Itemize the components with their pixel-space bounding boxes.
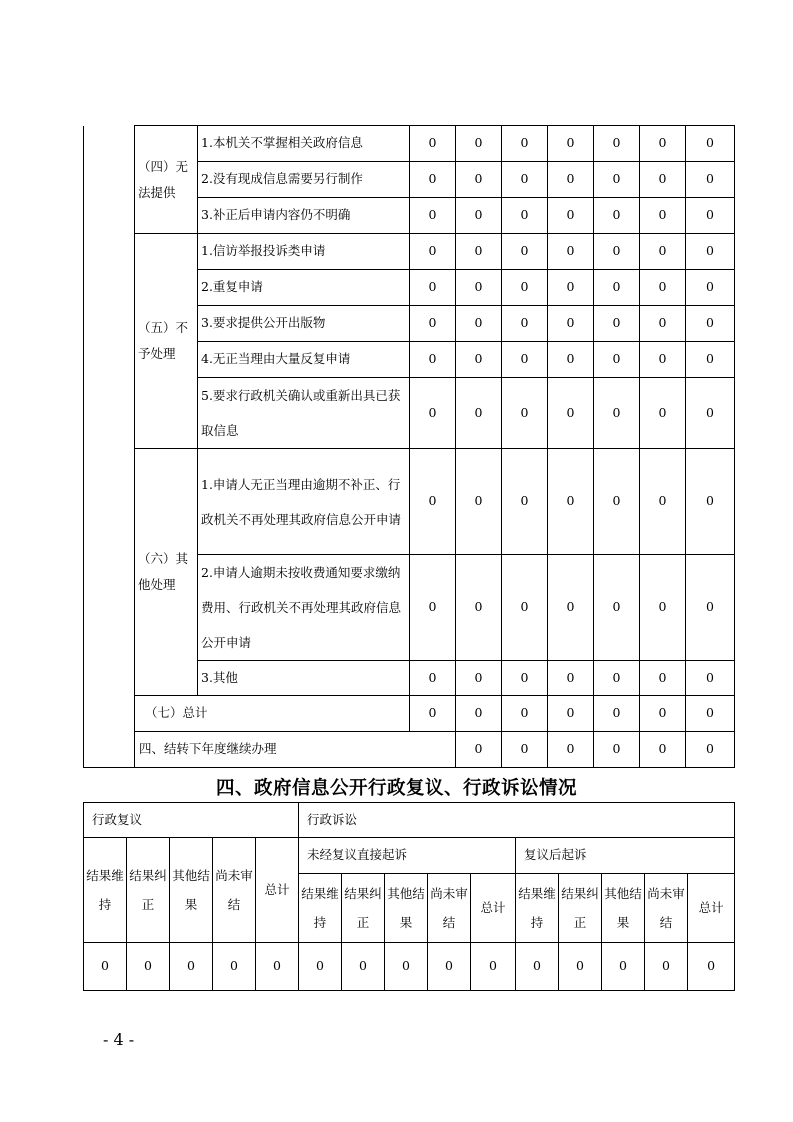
after-review-value: 0: [602, 943, 645, 991]
after-review-value: 0: [688, 943, 735, 991]
value-cell: 0: [456, 198, 502, 234]
value-cell: 0: [410, 449, 456, 555]
value-cell: 0: [594, 696, 640, 732]
review-col-other: 其他结果: [170, 838, 213, 943]
value-cell: 0: [640, 342, 686, 378]
item-label: 3.其他: [198, 661, 410, 696]
item-label: 2.重复申请: [198, 270, 410, 306]
value-cell: 0: [410, 661, 456, 696]
value-cell: 0: [640, 732, 686, 768]
value-cell: 0: [548, 342, 594, 378]
direct-value: 0: [428, 943, 471, 991]
value-cell: 0: [502, 234, 548, 270]
value-cell: 0: [502, 555, 548, 661]
item-label: 1.申请人无正当理由逾期不补正、行政机关不再处理其政府信息公开申请: [198, 449, 410, 555]
value-cell: 0: [548, 234, 594, 270]
value-cell: 0: [548, 555, 594, 661]
value-cell: 0: [502, 342, 548, 378]
value-cell: 0: [502, 378, 548, 449]
page-number: - 4 -: [103, 1030, 135, 1049]
value-cell: 0: [594, 732, 640, 768]
value-cell: 0: [410, 306, 456, 342]
direct-value: 0: [299, 943, 342, 991]
value-cell: 0: [456, 661, 502, 696]
review-value: 0: [84, 943, 127, 991]
item-label: 2.申请人逾期未按收费通知要求缴纳费用、行政机关不再处理其政府信息公开申请: [198, 555, 410, 661]
value-cell: 0: [456, 342, 502, 378]
value-cell: 0: [548, 378, 594, 449]
value-cell: 0: [594, 449, 640, 555]
value-cell: 0: [686, 306, 735, 342]
value-cell: 0: [456, 555, 502, 661]
value-cell: 0: [640, 162, 686, 198]
review-value: 0: [213, 943, 256, 991]
value-cell: 0: [686, 126, 735, 162]
after-review-col-total: 总计: [688, 874, 735, 943]
review-col-uphold: 结果维持: [84, 838, 127, 943]
value-cell: 0: [410, 696, 456, 732]
value-cell: 0: [594, 306, 640, 342]
value-cell: 0: [548, 661, 594, 696]
value-cell: 0: [502, 198, 548, 234]
value-cell: 0: [548, 696, 594, 732]
value-cell: 0: [640, 449, 686, 555]
value-cell: 0: [686, 234, 735, 270]
review-value: 0: [127, 943, 170, 991]
value-cell: 0: [640, 126, 686, 162]
value-cell: 0: [410, 198, 456, 234]
value-cell: 0: [410, 378, 456, 449]
value-cell: 0: [548, 449, 594, 555]
after-review-value: 0: [516, 943, 559, 991]
application-handling-table: [83, 125, 735, 768]
value-cell: 0: [502, 306, 548, 342]
after-review-col-uphold: 结果维持: [516, 874, 559, 943]
direct-col-total: 总计: [471, 874, 516, 943]
value-cell: 0: [410, 270, 456, 306]
value-cell: 0: [594, 162, 640, 198]
review-litigation-table: [83, 802, 735, 991]
value-cell: 0: [456, 378, 502, 449]
item-label: 1.本机关不掌握相关政府信息: [198, 126, 410, 162]
value-cell: 0: [502, 732, 548, 768]
value-cell: 0: [686, 732, 735, 768]
item-label: 3.要求提供公开出版物: [198, 306, 410, 342]
value-cell: 0: [502, 696, 548, 732]
direct-value: 0: [342, 943, 385, 991]
item-label: 5.要求行政机关确认或重新出具已获取信息: [198, 378, 410, 449]
total-label: （七）总计: [135, 696, 410, 732]
value-cell: 0: [594, 126, 640, 162]
value-cell: 0: [686, 270, 735, 306]
value-cell: 0: [640, 696, 686, 732]
review-col-correct: 结果纠正: [127, 838, 170, 943]
value-cell: 0: [548, 732, 594, 768]
after-review-col-other: 其他结果: [602, 874, 645, 943]
direct-col-other: 其他结果: [385, 874, 428, 943]
after-review-value: 0: [559, 943, 602, 991]
value-cell: 0: [686, 661, 735, 696]
carry-over-label: 四、结转下年度继续办理: [135, 732, 456, 768]
direct-suit-header: 未经复议直接起诉: [299, 838, 516, 874]
value-cell: 0: [456, 162, 502, 198]
value-cell: 0: [502, 162, 548, 198]
value-cell: 0: [594, 378, 640, 449]
value-cell: 0: [594, 342, 640, 378]
direct-col-pending: 尚未审结: [428, 874, 471, 943]
value-cell: 0: [548, 162, 594, 198]
value-cell: 0: [502, 449, 548, 555]
value-cell: 0: [640, 306, 686, 342]
item-label: 3.补正后申请内容仍不明确: [198, 198, 410, 234]
value-cell: 0: [410, 555, 456, 661]
value-cell: 0: [548, 126, 594, 162]
after-review-col-pending: 尚未审结: [645, 874, 688, 943]
litigation-header: 行政诉讼: [299, 803, 735, 838]
value-cell: 0: [640, 555, 686, 661]
after-review-col-correct: 结果纠正: [559, 874, 602, 943]
section-title: 四、政府信息公开行政复议、行政诉讼情况: [215, 778, 577, 799]
category-label: （五）不予处理: [135, 234, 198, 449]
value-cell: 0: [594, 270, 640, 306]
value-cell: 0: [410, 342, 456, 378]
value-cell: 0: [456, 449, 502, 555]
value-cell: 0: [686, 378, 735, 449]
value-cell: 0: [686, 342, 735, 378]
category-label: （四）无法提供: [135, 126, 198, 234]
item-label: 4.无正当理由大量反复申请: [198, 342, 410, 378]
item-label: 2.没有现成信息需要另行制作: [198, 162, 410, 198]
direct-col-uphold: 结果维持: [299, 874, 342, 943]
value-cell: 0: [410, 126, 456, 162]
value-cell: 0: [594, 234, 640, 270]
value-cell: 0: [548, 198, 594, 234]
review-col-pending: 尚未审结: [213, 838, 256, 943]
value-cell: 0: [594, 661, 640, 696]
value-cell: 0: [456, 234, 502, 270]
value-cell: 0: [456, 126, 502, 162]
value-cell: 0: [456, 270, 502, 306]
value-cell: 0: [502, 126, 548, 162]
indent-column: [84, 126, 135, 768]
direct-value: 0: [385, 943, 428, 991]
value-cell: 0: [410, 162, 456, 198]
category-label: （六）其他处理: [135, 449, 198, 696]
review-col-total: 总计: [256, 838, 299, 943]
value-cell: 0: [594, 555, 640, 661]
value-cell: 0: [640, 378, 686, 449]
value-cell: 0: [456, 732, 502, 768]
after-review-value: 0: [645, 943, 688, 991]
value-cell: 0: [686, 198, 735, 234]
review-value: 0: [256, 943, 299, 991]
value-cell: 0: [686, 162, 735, 198]
value-cell: 0: [686, 449, 735, 555]
value-cell: 0: [502, 661, 548, 696]
direct-value: 0: [471, 943, 516, 991]
review-header: 行政复议: [84, 803, 299, 838]
value-cell: 0: [502, 270, 548, 306]
value-cell: 0: [594, 198, 640, 234]
value-cell: 0: [686, 696, 735, 732]
value-cell: 0: [640, 661, 686, 696]
value-cell: 0: [640, 234, 686, 270]
item-label: 1.信访举报投诉类申请: [198, 234, 410, 270]
direct-col-correct: 结果纠正: [342, 874, 385, 943]
value-cell: 0: [548, 270, 594, 306]
value-cell: 0: [456, 696, 502, 732]
value-cell: 0: [640, 198, 686, 234]
value-cell: 0: [686, 555, 735, 661]
value-cell: 0: [548, 306, 594, 342]
review-value: 0: [170, 943, 213, 991]
value-cell: 0: [640, 270, 686, 306]
value-cell: 0: [456, 306, 502, 342]
value-cell: 0: [410, 234, 456, 270]
after-review-suit-header: 复议后起诉: [516, 838, 735, 874]
